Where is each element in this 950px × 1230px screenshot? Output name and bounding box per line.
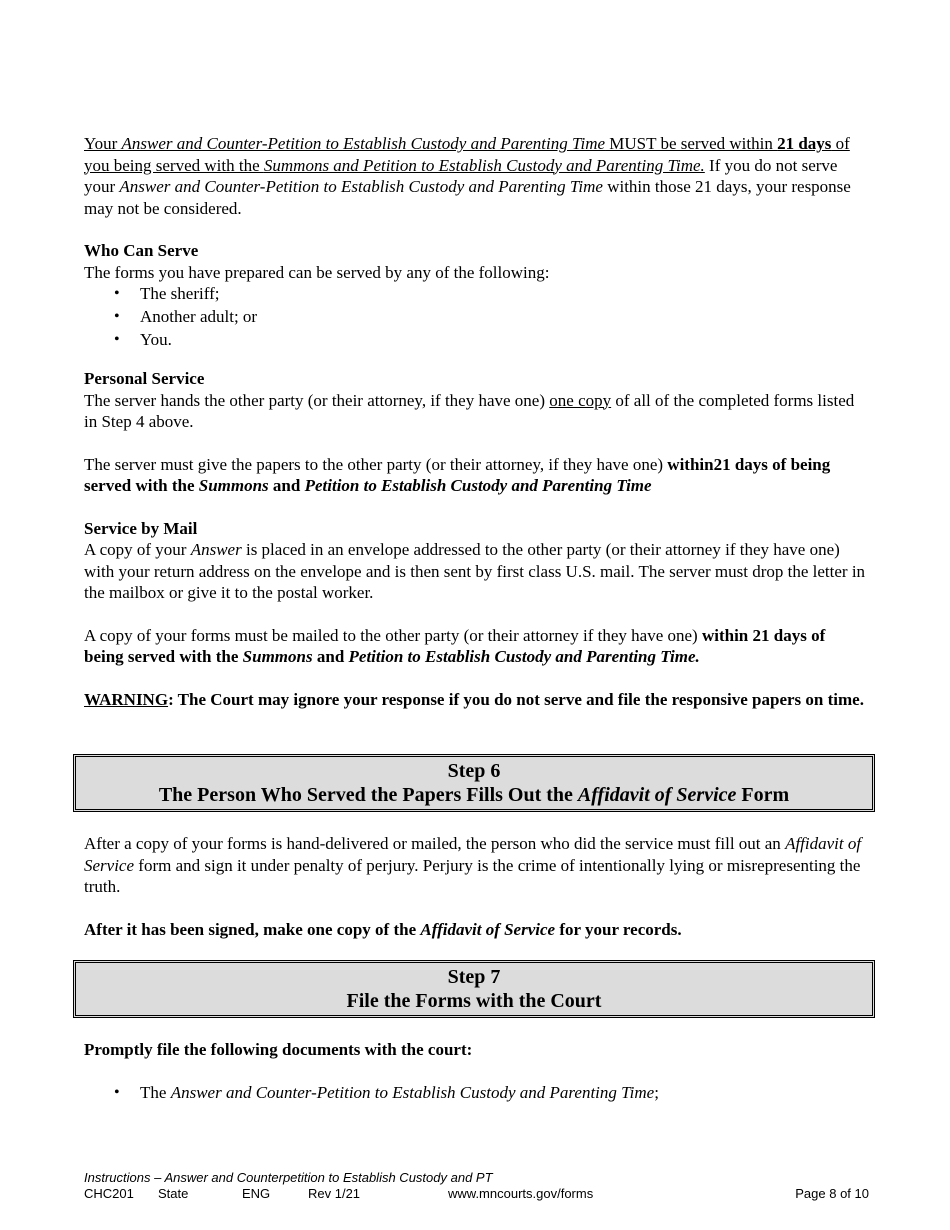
list-item: • You. (140, 329, 869, 352)
footer-title: Instructions – Answer and Counterpetition to Establish Custody and PT (84, 1170, 493, 1185)
footer-state: State (158, 1186, 189, 1201)
list-item: • Another adult; or (140, 306, 869, 329)
footer-revision: Rev 1/21 (308, 1186, 361, 1201)
who-can-serve-heading: Who Can Serve (84, 241, 199, 260)
step-6-subtitle: The Person Who Served the Papers Fills Out the Affidavit of Service Form (158, 784, 790, 806)
step-7-banner (73, 960, 875, 1018)
footer-language: ENG (242, 1186, 271, 1201)
list-item: • The Answer and Counter-Petition to Establish Custody and Parenting Time; (140, 1082, 869, 1105)
step-6-banner (73, 754, 875, 812)
footer-url[interactable]: www.mncourts.gov/forms (448, 1186, 594, 1201)
step-6-title: Step 6 (447, 760, 501, 782)
step-7-subtitle: File the Forms with the Court (346, 990, 602, 1012)
server-list (84, 283, 869, 352)
intro-paragraph: Your Answer and Counter-Petition to Establish Custody and Parenting Time MUST be served within 21 days of you being served with the Summons and Petition to Establish Custody and Parenting Time. If you do not serve your Answer and Counter-Petition to Establish Custody and Parenting Time within those 21 days, your response may not be considered. (84, 134, 851, 218)
service-by-mail-text: A copy of your Answer is placed in an envelope addressed to the other party (or their attorney if they have one) with your return address on the envelope and is then sent by first class U.S. mail. The server must drop the letter in the mailbox or give it to the postal worker. (84, 540, 866, 602)
step-6-instruction: After it has been signed, make one copy of the Affidavit of Service for your records. (84, 919, 682, 939)
step-7-body (84, 1039, 869, 1105)
footer-form-code: CHC201 (84, 1186, 134, 1201)
personal-service-deadline: The server must give the papers to the other party (or their attorney, if they have one) within21 days of being served with the Summons and Petition to Establish Custody and Parenting Time (84, 454, 831, 495)
service-by-mail-deadline: A copy of your forms must be mailed to the other party (or their attorney if they have one) within 21 days of being served with the Summons and Petition to Establish Custody and Parenting Time. (84, 625, 826, 666)
file-list (84, 1082, 869, 1105)
personal-service-text: The server hands the other party (or their attorney, if they have one) one copy of all of the completed forms listed in Step 4 above. (84, 390, 855, 431)
step-6-body (84, 833, 869, 940)
service-by-mail-heading: Service by Mail (84, 518, 198, 538)
step-6-paragraph: After a copy of your forms is hand-delivered or mailed, the person who did the service must fill out an Affidavit of Service form and sign it under penalty of perjury. Perjury is the crime of intentionally lying or misrepresenting the truth. (84, 834, 862, 896)
page-footer (84, 1170, 869, 1202)
document-body (84, 133, 869, 710)
footer-page-number: Page 8 of 10 (795, 1186, 869, 1201)
list-item: • The sheriff; (140, 283, 869, 306)
step-7-title: Step 7 (447, 966, 501, 988)
who-can-serve-text: The forms you have prepared can be served by any of the following: (84, 262, 550, 282)
warning-text: WARNING: The Court may ignore your response if you do not serve and file the responsive papers on time. (84, 689, 864, 709)
personal-service-heading: Personal Service (84, 369, 205, 388)
step-7-lead: Promptly file the following documents with the court: (84, 1040, 473, 1059)
